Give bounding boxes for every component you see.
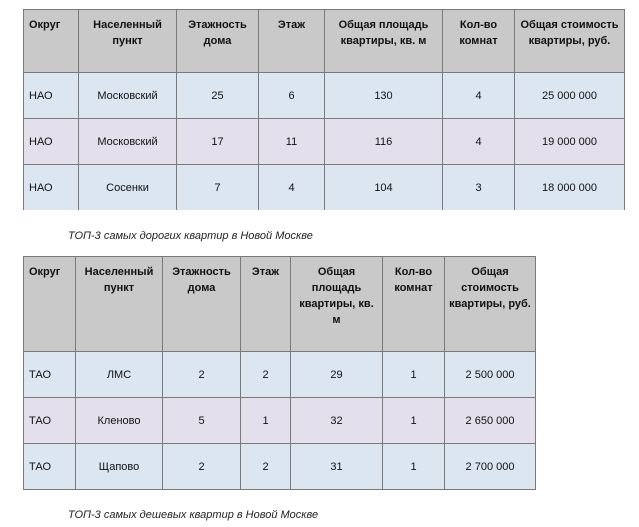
cell-area: 104 bbox=[325, 165, 443, 211]
header-settlement: Населенный пункт bbox=[79, 10, 177, 73]
cell-settlement: Кленово bbox=[76, 398, 163, 444]
header-district: Округ bbox=[24, 257, 76, 352]
cell-rooms: 4 bbox=[443, 73, 515, 119]
header-rooms: Кол-во комнат bbox=[443, 10, 515, 73]
cell-area: 116 bbox=[325, 119, 443, 165]
header-building-floors: Этажность дома bbox=[177, 10, 259, 73]
cell-building-floors: 2 bbox=[163, 444, 241, 490]
header-row bbox=[24, 10, 625, 73]
cell-floor: 1 bbox=[241, 398, 291, 444]
table-caption-expensive: ТОП-3 самых дорогих квартир в Новой Москве bbox=[68, 230, 313, 242]
cell-price: 19 000 000 bbox=[515, 119, 625, 165]
header-price: Общая стоимость квартиры, руб. bbox=[445, 257, 536, 352]
header-settlement: Населенный пункт bbox=[76, 257, 163, 352]
cell-price: 2 700 000 bbox=[445, 444, 536, 490]
table-row bbox=[24, 165, 625, 211]
cell-settlement: Сосенки bbox=[79, 165, 177, 211]
header-area: Общая площадь квартиры, кв. м bbox=[291, 257, 383, 352]
cell-rooms: 1 bbox=[383, 398, 445, 444]
header-row bbox=[24, 257, 536, 352]
table-row bbox=[24, 352, 536, 398]
cell-district: ТАО bbox=[24, 398, 76, 444]
table-row bbox=[24, 444, 536, 490]
cell-rooms: 1 bbox=[383, 444, 445, 490]
cell-floor: 2 bbox=[241, 352, 291, 398]
cell-district: ТАО bbox=[24, 352, 76, 398]
cell-floor: 6 bbox=[259, 73, 325, 119]
cell-building-floors: 5 bbox=[163, 398, 241, 444]
cell-floor: 2 bbox=[241, 444, 291, 490]
expensive-apartments-table bbox=[23, 9, 625, 210]
cell-district: НАО bbox=[24, 73, 79, 119]
header-floor: Этаж bbox=[241, 257, 291, 352]
cell-building-floors: 2 bbox=[163, 352, 241, 398]
cell-area: 130 bbox=[325, 73, 443, 119]
header-price: Общая стоимость квартиры, руб. bbox=[515, 10, 625, 73]
cell-price: 25 000 000 bbox=[515, 73, 625, 119]
header-building-floors: Этажность дома bbox=[163, 257, 241, 352]
cell-building-floors: 25 bbox=[177, 73, 259, 119]
header-floor: Этаж bbox=[259, 10, 325, 73]
cell-building-floors: 17 bbox=[177, 119, 259, 165]
cell-rooms: 1 bbox=[383, 352, 445, 398]
cell-district: НАО bbox=[24, 165, 79, 211]
header-district: Округ bbox=[24, 10, 79, 73]
cell-price: 2 500 000 bbox=[445, 352, 536, 398]
cell-area: 31 bbox=[291, 444, 383, 490]
cell-area: 32 bbox=[291, 398, 383, 444]
table-row bbox=[24, 398, 536, 444]
cell-settlement: Щапово bbox=[76, 444, 163, 490]
cell-settlement: Московский bbox=[79, 119, 177, 165]
header-rooms: Кол-во комнат bbox=[383, 257, 445, 352]
cell-floor: 11 bbox=[259, 119, 325, 165]
cell-area: 29 bbox=[291, 352, 383, 398]
table-caption-cheap: ТОП-3 самых дешевых квартир в Новой Москве bbox=[68, 509, 319, 521]
cell-settlement: Московский bbox=[79, 73, 177, 119]
cell-settlement: ЛМС bbox=[76, 352, 163, 398]
cell-district: НАО bbox=[24, 119, 79, 165]
cell-building-floors: 7 bbox=[177, 165, 259, 211]
cell-district: ТАО bbox=[24, 444, 76, 490]
header-area: Общая площадь квартиры, кв. м bbox=[325, 10, 443, 73]
cheap-apartments-table bbox=[23, 256, 536, 490]
table-row bbox=[24, 73, 625, 119]
cell-price: 18 000 000 bbox=[515, 165, 625, 211]
cell-price: 2 650 000 bbox=[445, 398, 536, 444]
cell-rooms: 4 bbox=[443, 119, 515, 165]
cell-floor: 4 bbox=[259, 165, 325, 211]
table-row bbox=[24, 119, 625, 165]
cell-rooms: 3 bbox=[443, 165, 515, 211]
